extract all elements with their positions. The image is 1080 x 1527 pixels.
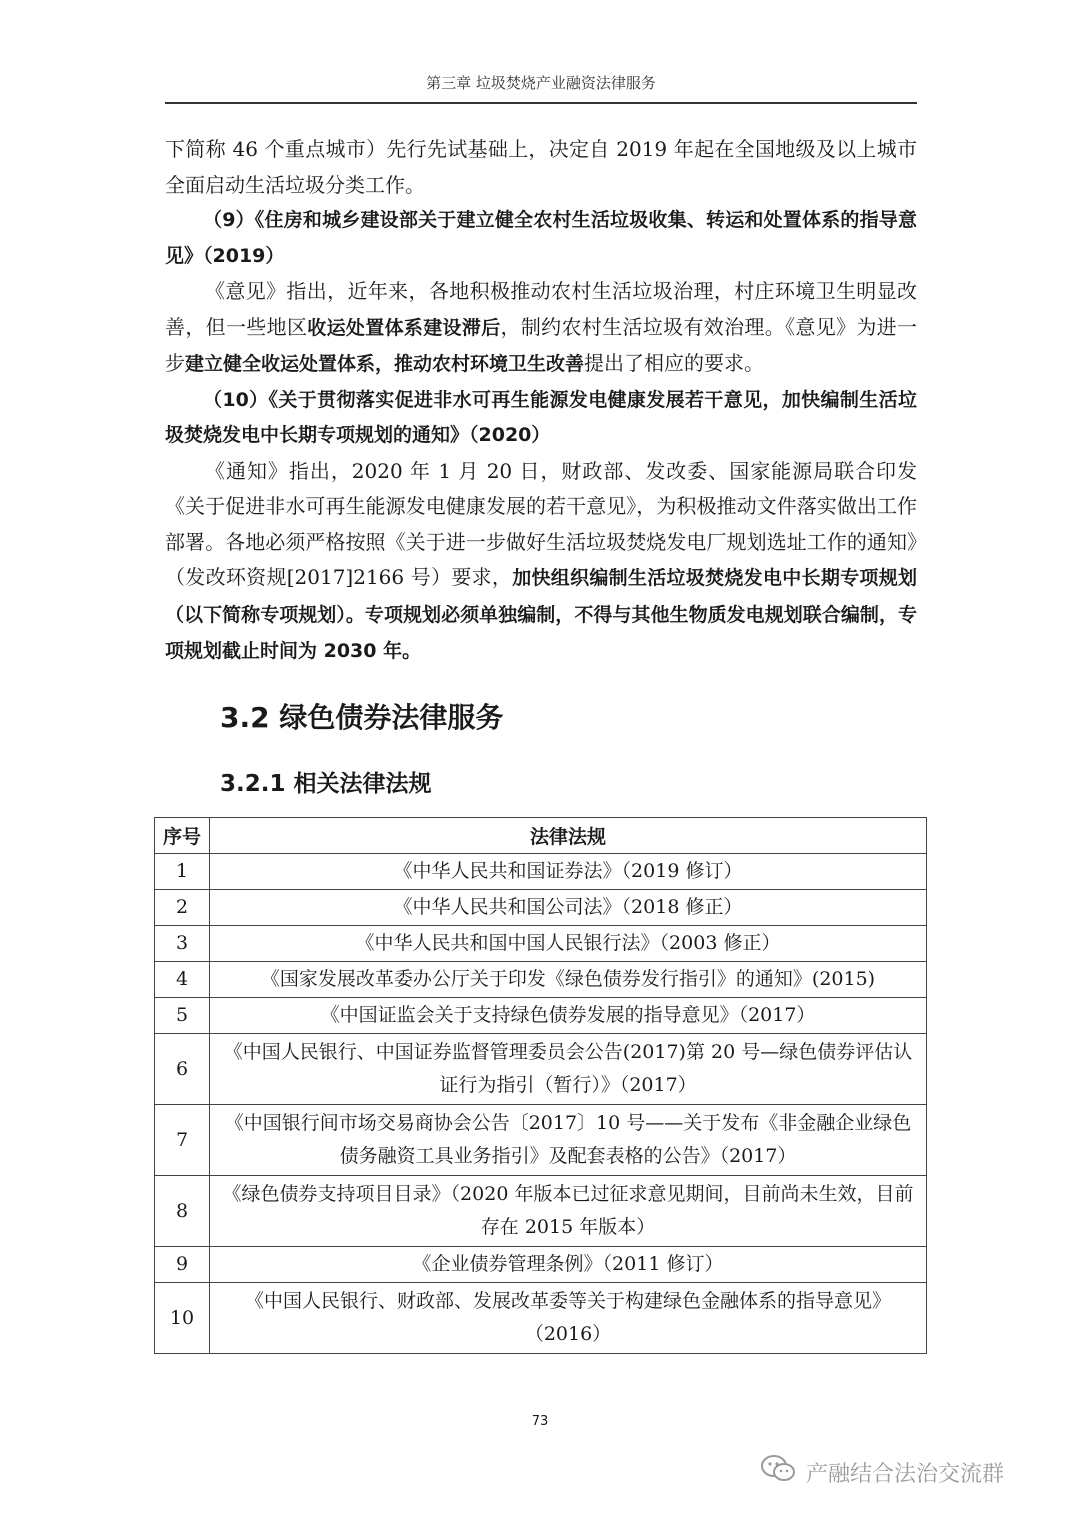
section-heading: 3.2 绿色债券法律服务 (220, 700, 504, 734)
regulation-cell: 《中国银行间市场交易商协会公告〔2017〕10 号——关于发布《非金融企业绿色债务融资工具业务指引》及配套表格的公告》（2017） (210, 1105, 927, 1176)
page-header: 第三章 垃圾焚烧产业融资法律服务 (426, 74, 656, 92)
bold-text: 加快组织编制生活垃圾焚烧发电中长期专项规划（以下简称专项规划）。专项规划必须单独编制，不得与其他生物质发电规划联合编制，专项规划截止时间为 2030 年。 (165, 567, 917, 662)
regulation-cell: 《中国人民银行、财政部、发展改革委等关于构建绿色金融体系的指导意见》（2016） (210, 1283, 927, 1354)
row-number: 5 (155, 998, 210, 1034)
table-row (155, 962, 927, 998)
text-run: 提出了相应的要求。 (584, 351, 765, 375)
bold-text: 收运处置体系建设滞后 (307, 316, 501, 339)
header-rule (165, 102, 917, 104)
regulation-cell: 《中华人民共和国证券法》（2019 修订） (210, 854, 927, 890)
row-number: 2 (155, 890, 210, 926)
subsection-heading: 3.2.1 相关法律法规 (220, 770, 432, 797)
page-number: 73 (531, 1414, 549, 1429)
table-row (155, 998, 927, 1034)
text-run: 《意见》指出，近年来，各地积极推动农村生活垃圾治理，村庄环境卫生明显改善，但一些地区 (165, 279, 917, 339)
row-number: 7 (155, 1105, 210, 1176)
item-10-title: （10）《关于贯彻落实促进非水可再生能源发电健康发展若干意见，加快编制生活垃圾焚烧发电中长期专项规划的通知》（2020） (165, 388, 917, 446)
table-row (155, 1247, 927, 1283)
regulation-cell: 《中国人民银行、中国证券监督管理委员会公告(2017)第 20 号—绿色债券评估认证行为指引（暂行）》（2017） (210, 1034, 927, 1105)
text-run: ，制约农村生活垃圾有效治理。《意见》为进一步 (165, 314, 918, 375)
text-run: 《通知》指出，2020 年 1 月 20 日，财政部、发改委、国家能源局联合印发《关于促进非水可再生能源发电健康发展的若干意见》，为积极推动文件落实做出工作部署。各地必须严格按照《关于进一步做好生活垃圾焚烧发电厂规划选址工作的通知》（发改环资规[2017]2166 号）要求， (165, 458, 917, 589)
row-number: 6 (155, 1034, 210, 1105)
table-row (155, 1283, 927, 1354)
regulation-cell: 《中华人民共和国中国人民银行法》（2003 修正） (210, 926, 927, 962)
row-number: 9 (155, 1247, 210, 1283)
wechat-icon (760, 1454, 796, 1490)
regulation-cell: 《绿色债券支持项目目录》（2020 年版本已过征求意见期间，目前尚未生效，目前存在 2015 年版本） (210, 1176, 927, 1247)
table-header-row (155, 818, 927, 854)
regulation-cell: 《中国证监会关于支持绿色债券发展的指导意见》（2017） (210, 998, 927, 1034)
table-row (155, 1034, 927, 1105)
bold-text: 建立健全收运处置体系，推动农村环境卫生改善 (185, 353, 585, 375)
regulation-cell: 《中华人民共和国公司法》（2018 修正） (210, 890, 927, 926)
table-row (155, 926, 927, 962)
table-row (155, 1176, 927, 1247)
column-header-number: 序号 (155, 818, 210, 854)
column-header-regulation: 法律法规 (210, 818, 927, 854)
regulations-table (154, 817, 927, 1354)
regulation-cell: 《国家发展改革委办公厅关于印发《绿色债券发行指引》的通知》(2015) (210, 962, 927, 998)
paragraph (165, 454, 917, 670)
watermark-text: 产融结合法治交流群 (806, 1461, 1005, 1487)
table-row (155, 854, 927, 890)
row-number: 10 (155, 1283, 210, 1354)
row-number: 1 (155, 854, 210, 890)
row-number: 3 (155, 926, 210, 962)
regulation-cell: 《企业债券管理条例》（2011 修订） (210, 1247, 927, 1283)
paragraph: 下简称 46 个重点城市）先行先试基础上，决定自 2019 年起在全国地级及以上城市全面启动生活垃圾分类工作。 (165, 137, 917, 197)
item-9-title: （9）《住房和城乡建设部关于建立健全农村生活垃圾收集、转运和处置体系的指导意见》（2019） (165, 209, 917, 267)
row-number: 8 (155, 1176, 210, 1247)
table-row (155, 1105, 927, 1176)
row-number: 4 (155, 962, 210, 998)
paragraph (165, 274, 917, 383)
body-content (165, 132, 917, 802)
watermark (760, 1452, 1004, 1492)
table-row (155, 890, 927, 926)
